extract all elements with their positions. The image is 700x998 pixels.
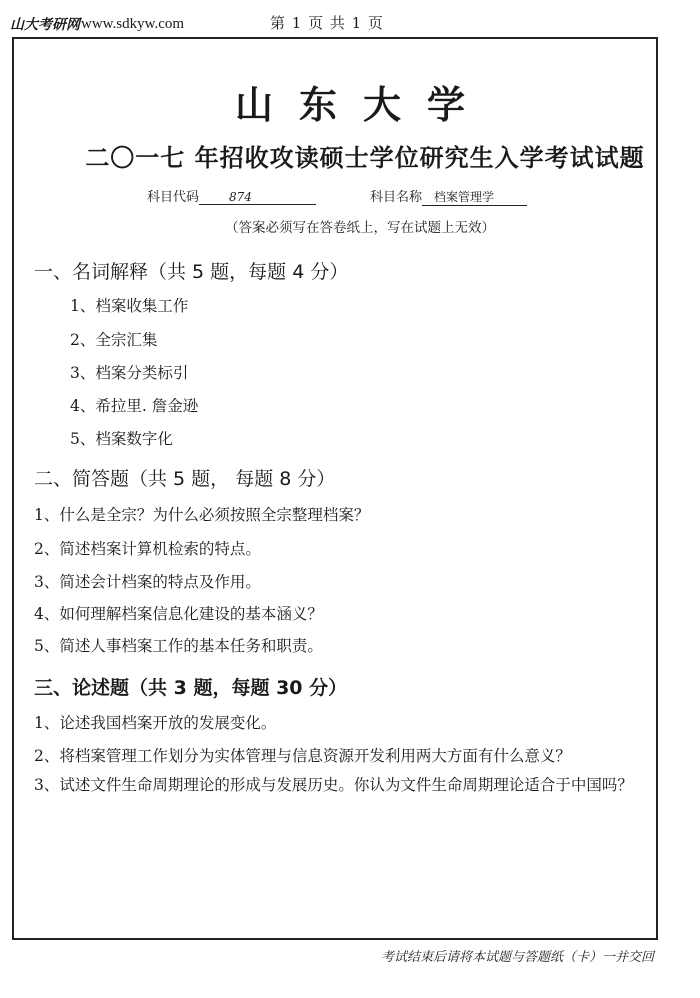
question-item: 2、简述档案计算机检索的特点。 xyxy=(34,540,261,558)
section-heading: 一、名词解释（共 5 题，每题 4 分） xyxy=(34,261,349,283)
section-heading: 二、简答题（共 5 题， 每题 8 分） xyxy=(34,468,336,490)
answer-notice: （答案必须写在答卷纸上，写在试题上无效） xyxy=(225,220,495,236)
question-item: 5、档案数字化 xyxy=(70,430,173,448)
page-indicator: 第 1 页 共 1 页 xyxy=(270,14,384,32)
question-item: 2、全宗汇集 xyxy=(70,331,158,349)
question-item: 4、希拉里. 詹金逊 xyxy=(70,397,199,415)
subject-name xyxy=(370,186,527,206)
subject-name-label: 科目名称 xyxy=(370,190,423,205)
site-url: www.sdkyw.com xyxy=(81,15,185,32)
question-item: 3、试述文件生命周期理论的形成与发展历史。你认为文件生命周期理论适合于中国吗？ xyxy=(34,776,633,794)
site-brand: 山大考研网 xyxy=(10,17,80,33)
university-title: 山东大学 xyxy=(234,82,491,127)
subject-meta xyxy=(0,186,700,208)
question-item: 1、档案收集工作 xyxy=(70,297,189,315)
section-heading: 三、论述题（共 3 题，每题 30 分） xyxy=(34,677,348,699)
footer-note: 考试结束后请将本试题与答题纸（卡）一并交回 xyxy=(380,950,654,965)
site-header xyxy=(10,12,184,36)
subject-code xyxy=(147,186,316,205)
exam-title: 二〇一七 年招收攻读硕士学位研究生入学考试试题 xyxy=(85,144,645,172)
question-item: 5、简述人事档案工作的基本任务和职责。 xyxy=(34,637,323,655)
subject-code-label: 科目代码 xyxy=(147,190,200,205)
subject-name-value: 档案管理学 xyxy=(422,188,527,206)
subject-code-value: 874 xyxy=(199,190,316,205)
question-item: 4、如何理解档案信息化建设的基本涵义？ xyxy=(34,605,323,623)
question-item: 3、档案分类标引 xyxy=(70,364,189,382)
question-item: 2、将档案管理工作划分为实体管理与信息资源开发利用两大方面有什么意义？ xyxy=(34,747,571,765)
question-item: 1、什么是全宗？为什么必须按照全宗整理档案？ xyxy=(34,506,370,524)
question-item: 1、论述我国档案开放的发展变化。 xyxy=(34,714,277,732)
question-item: 3、简述会计档案的特点及作用。 xyxy=(34,573,261,591)
